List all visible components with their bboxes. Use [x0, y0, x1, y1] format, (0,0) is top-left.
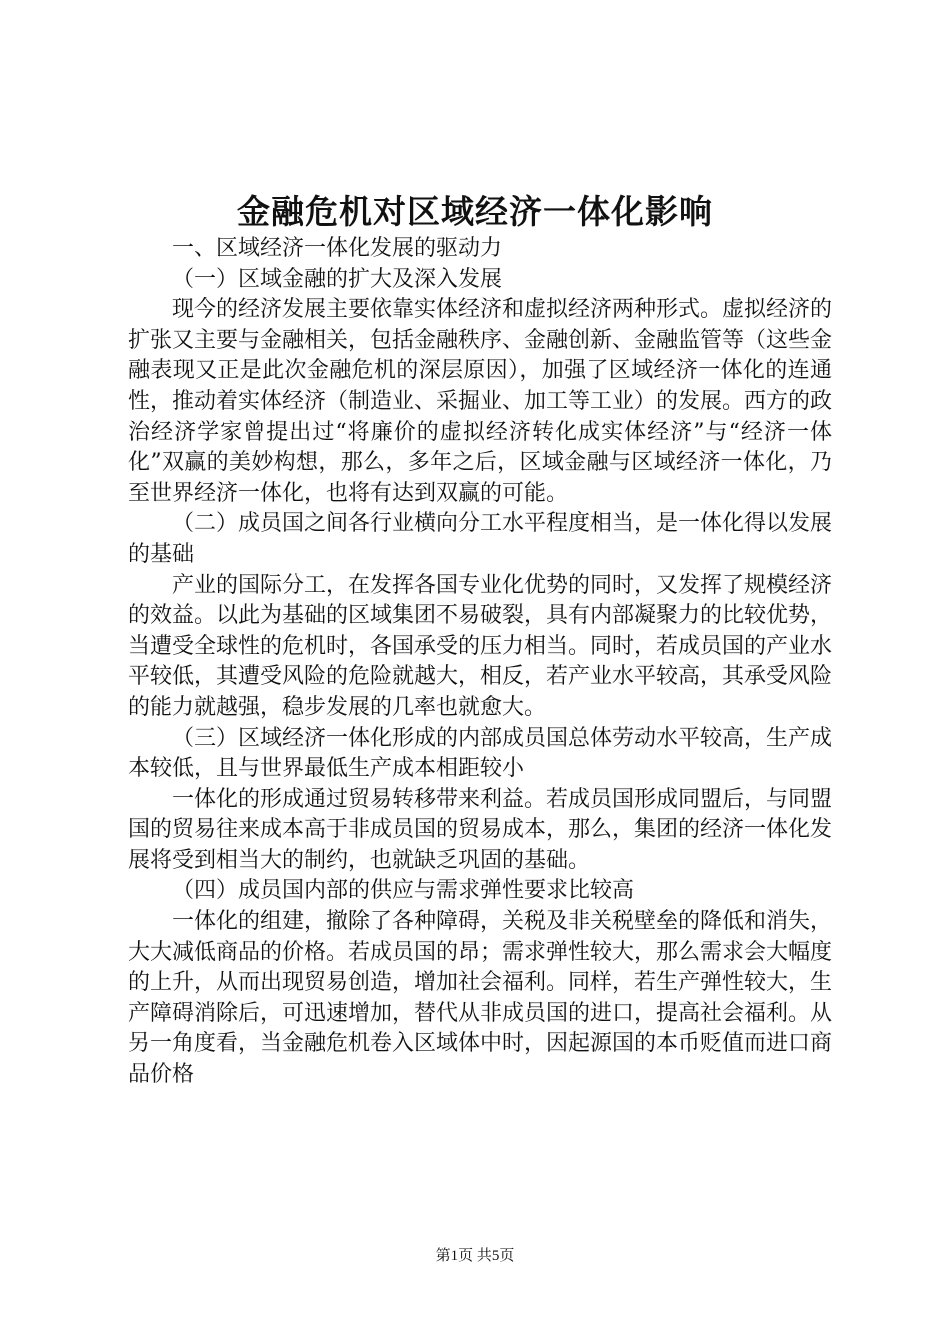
document-body: [128, 234, 832, 1091]
section-heading: 一、区域经济一体化发展的驱动力: [172, 236, 503, 261]
body-paragraph: 产业的国际分工，在发挥各国专业化优势的同时，又发挥了规模经济的效益。以此为基础的区域集团不易破裂，具有内部凝聚力的比较优势，当遭受全球性的危机时，各国承受的压力相当。同时，若成员国的产业水平较低，其遭受风险的危险就越大，相反，若产业水平较高，其承受风险的能力就越强，稳步发展的几率也就愈大。: [128, 572, 833, 720]
subsection-heading: （三）区域经济一体化形成的内部成员国总体劳动水平较高，生产成本较低，且与世界最低生产成本相距较小: [128, 725, 833, 782]
subsection-heading: （四）成员国内部的供应与需求弹性要求比较高: [172, 878, 635, 904]
subsection-heading: （二）成员国之间各行业横向分工水平程度相当，是一体化得以发展的基础: [128, 511, 833, 567]
body-paragraph: 一体化的形成通过贸易转移带来利益。若成员国形成同盟后，与同盟国的贸易往来成本高于非成员国的贸易成本，那么，集团的经济一体化发展将受到相当大的制约，也就缺乏巩固的基础。: [128, 786, 833, 873]
body-paragraph: 现今的经济发展主要依靠实体经济和虚拟经济两种形式。虚拟经济的扩张又主要与金融相关，包括金融秩序、金融创新、金融监管等（这些金融表现又正是此次金融危机的深层原因），加强了区域经济一体化的连通性，推动着实体经济（制造业、采掘业、加工等工业）的发展。西方的政治经济学家曾提出过“将廉价的虚拟经济转化成实体经济”与“经济一体化”双赢的美妙构想，那么，多年之后，区域金融与区域经济一体化，乃至世界经济一体化，也将有达到双赢的可能。: [128, 297, 833, 506]
body-paragraph: 一体化的组建，撤除了各种障碍，关税及非关税壁垒的降低和消失，大大减低商品的价格。若成员国的昂；需求弹性较大，那么需求会大幅度的上升，从而出现贸易创造，增加社会福利。同样，若生产弹性较大，生产障碍消除后，可迅速增加，替代从非成员国的进口，提高社会福利。从另一角度看，当金融危机卷入区域体中时，因起源国的本币贬值而进口商品价格: [128, 909, 833, 1088]
document-title: 金融危机对区域经济一体化影响: [237, 192, 713, 231]
subsection-heading: （一）区域金融的扩大及深入发展: [172, 266, 503, 292]
page-footer: 第1页 共5页: [435, 1248, 515, 1264]
